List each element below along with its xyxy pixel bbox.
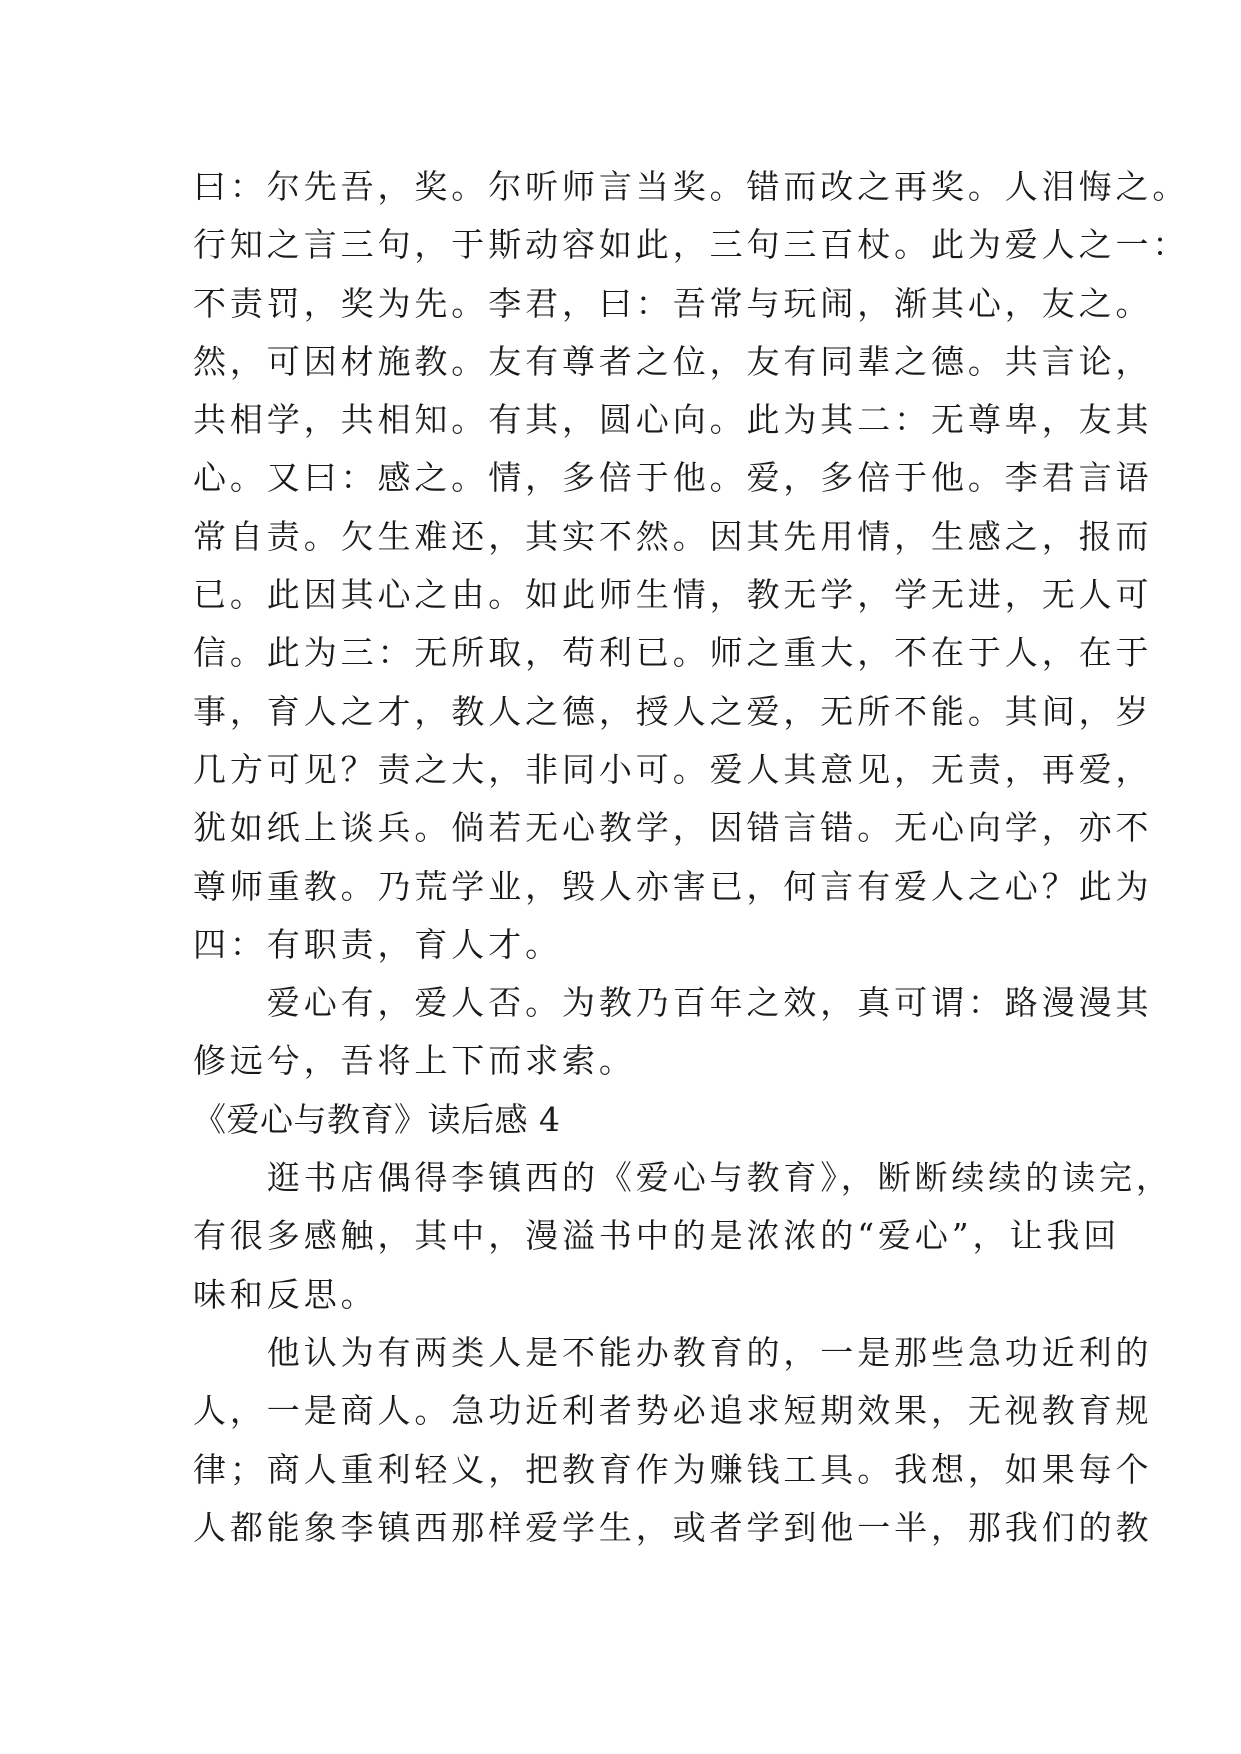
text-line: 曰：尔先吾，奖。尔听师言当奖。错而改之再奖。人泪悔之。 [193, 167, 1190, 206]
text-line: 有很多感触，其中，漫溢书中的是浓浓的“爱心”，让我回 [193, 1216, 1121, 1256]
text-line: 爱心有，爱人否。为教乃百年之效，真可谓：路漫漫其 [193, 983, 1153, 1023]
text-line: 修远兮，吾将上下而求索。 [193, 1041, 636, 1081]
text-line: 律；商人重利轻义，把教育作为赚钱工具。我想，如果每个 [193, 1449, 1153, 1489]
text-line: 共相学，共相知。有其，圆心向。此为其二：无尊卑，友其 [193, 400, 1153, 440]
text-line: 犹如纸上谈兵。倘若无心教学，因错言错。无心向学，亦不 [193, 808, 1153, 848]
text-line: 逛书店偶得李镇西的《爱心与教育》，断断续续的读完， [193, 1158, 1173, 1198]
text-line: 人都能象李镇西那样爱学生，或者学到他一半，那我们的教 [193, 1507, 1153, 1547]
text-line: 心。又曰：感之。情，多倍于他。爱，多倍于他。李君言语 [193, 458, 1153, 498]
text-line: 常自责。欠生难还，其实不然。因其先用情，生感之，报而 [193, 516, 1153, 556]
text-line: 尊师重教。乃荒学业，毁人亦害已，何言有爱人之心？此为 [193, 866, 1153, 906]
text-line: 行知之言三句，于斯动容如此，三句三百杖。此为爱人之一： [193, 225, 1190, 265]
text-line: 他认为有两类人是不能办教育的，一是那些急功近利的 [193, 1332, 1153, 1372]
text-line: 人，一是商人。急功近利者势必追求短期效果，无视教育规 [193, 1391, 1153, 1431]
text-line: 四：有职责，育人才。 [193, 924, 562, 964]
text-line: 信。此为三：无所取，苟利已。师之重大，不在于人，在于 [193, 633, 1153, 673]
text-line: 已。此因其心之由。如此师生情，教无学，学无进，无人可 [193, 575, 1153, 615]
text-line: 事，育人之才，教人之德，授人之爱，无所不能。其间，岁 [193, 691, 1153, 731]
body-text [193, 158, 1190, 1557]
section-heading: 《爱心与教育》读后感 4 [193, 1099, 561, 1139]
text-line: 味和反思。 [193, 1274, 378, 1314]
text-line: 然，可因材施教。友有尊者之位，友有同辈之德。共言论， [193, 341, 1153, 381]
text-line: 几方可见？责之大，非同小可。爱人其意见，无责，再爱， [193, 749, 1153, 789]
text-line: 不责罚，奖为先。李君，曰：吾常与玩闹，渐其心，友之。 [193, 283, 1153, 323]
